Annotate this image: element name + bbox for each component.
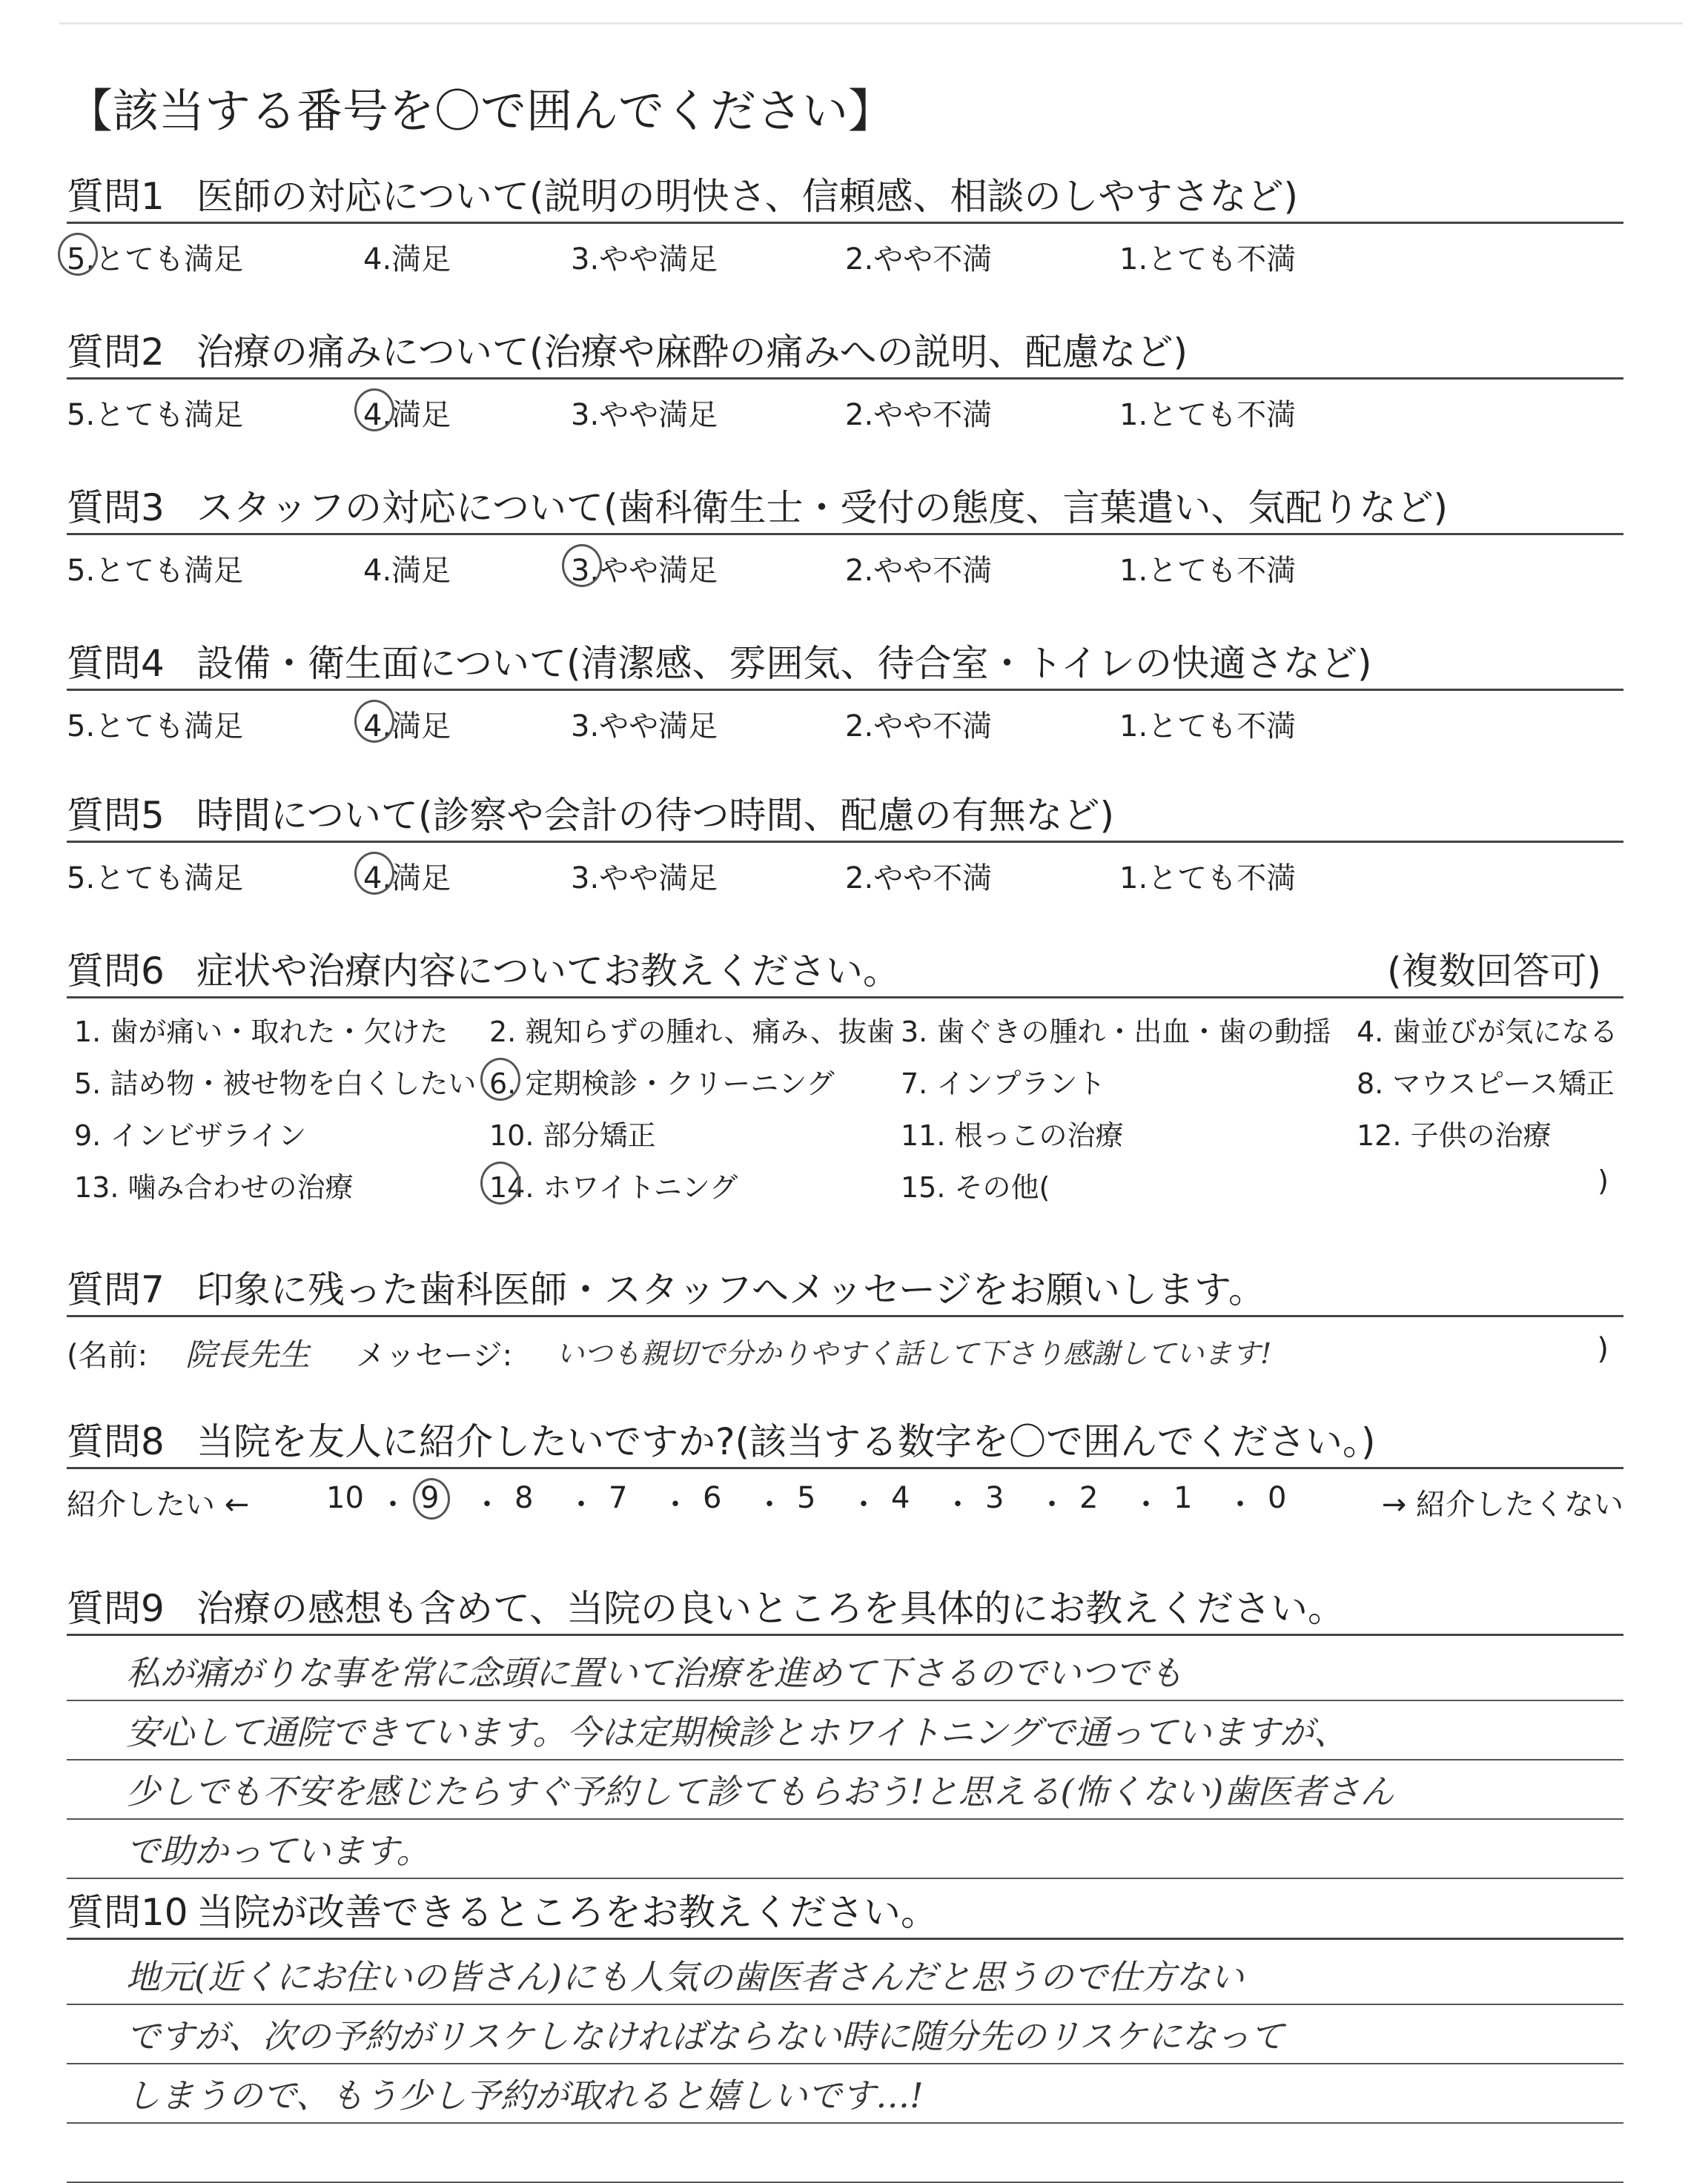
rating-option[interactable]: 5.とても満足 bbox=[67, 398, 244, 432]
question-text: スタッフの対応について(歯科衛生士・受付の態度、言葉遣い、気配りなど) bbox=[196, 486, 1449, 529]
scale-separator: ・ bbox=[1037, 1488, 1067, 1522]
rating-options bbox=[67, 547, 1623, 592]
question-number: 質問2 bbox=[67, 331, 165, 374]
rating-option[interactable]: 3.やや満足 bbox=[571, 861, 718, 895]
symptom-option[interactable]: 11. 根っこの治療 bbox=[901, 1119, 1124, 1152]
message-line bbox=[67, 1325, 1623, 1378]
recommend-score[interactable]: 2 bbox=[1079, 1481, 1099, 1515]
question-7 bbox=[67, 1260, 1623, 1378]
multiple-answer-note: (複数回答可) bbox=[1386, 950, 1601, 993]
symptom-option[interactable]: 12. 子供の治療 bbox=[1357, 1119, 1552, 1152]
answer-line: で助かっています。 bbox=[67, 1820, 1623, 1879]
question-rule bbox=[67, 1634, 1623, 1636]
recommend-score[interactable]: 3 bbox=[985, 1481, 1004, 1515]
recommend-score[interactable]: 1 bbox=[1174, 1481, 1193, 1515]
question-7-heading bbox=[67, 1260, 1623, 1309]
question-rule bbox=[67, 1938, 1623, 1940]
answer-line: 少しでも不安を感じたらすぐ予約して診てもらおう!と思える(怖くない)歯医者さん bbox=[67, 1760, 1623, 1820]
question-rule bbox=[67, 689, 1623, 691]
rating-option[interactable]: 2.やや不満 bbox=[845, 554, 993, 588]
question-number: 質問7 bbox=[67, 1268, 165, 1311]
question-text: 治療の感想も含めて、当院の良いところを具体的にお教えください。 bbox=[196, 1587, 1345, 1630]
question-4 bbox=[67, 634, 1623, 747]
answer-line: 私が痛がりな事を常に念頭に置いて治療を進めて下さるのでいつでも bbox=[67, 1642, 1623, 1701]
recommend-score[interactable]: 9 bbox=[420, 1481, 440, 1515]
scale-separator: ・ bbox=[1225, 1488, 1255, 1522]
question-number: 質問9 bbox=[67, 1587, 165, 1630]
rating-option[interactable]: 4.満足 bbox=[363, 554, 451, 588]
scale-separator: ・ bbox=[661, 1488, 690, 1522]
rating-option[interactable]: 1.とても不満 bbox=[1119, 709, 1297, 743]
question-text: 医師の対応について(説明の明快さ、信頼感、相談のしやすさなど) bbox=[196, 175, 1299, 218]
rating-option[interactable]: 2.やや不満 bbox=[845, 242, 993, 276]
recommend-score[interactable]: 4 bbox=[891, 1481, 910, 1515]
symptom-option[interactable]: 15. その他( bbox=[901, 1171, 1050, 1204]
question-5-heading bbox=[67, 786, 1623, 835]
question-rule bbox=[67, 377, 1623, 380]
rating-option[interactable]: 1.とても不満 bbox=[1119, 554, 1297, 588]
answer-lines[interactable] bbox=[67, 1642, 1623, 1879]
message-label: メッセージ: bbox=[356, 1339, 513, 1373]
symptom-option[interactable]: 3. 歯ぐきの腫れ・出血・歯の動揺 bbox=[901, 1016, 1331, 1048]
question-3 bbox=[67, 478, 1623, 592]
recommend-scale bbox=[67, 1481, 1623, 1528]
rating-option[interactable]: 2.やや不満 bbox=[845, 709, 993, 743]
answer-lines[interactable] bbox=[67, 1946, 1623, 2183]
question-text: 当院が改善できるところをお教えください。 bbox=[196, 1891, 938, 1934]
question-2 bbox=[67, 322, 1623, 436]
rating-option[interactable]: 2.やや不満 bbox=[845, 398, 993, 432]
answer-line: 地元(近くにお住いの皆さん)にも人気の歯医者さんだと思うので仕方ない bbox=[67, 1946, 1623, 2005]
symptom-option[interactable]: 14. ホワイトニング bbox=[489, 1165, 738, 1205]
symptom-option[interactable]: 13. 噛み合わせの治療 bbox=[74, 1171, 354, 1204]
symptom-option[interactable]: 1. 歯が痛い・取れた・欠けた bbox=[74, 1016, 448, 1048]
question-number: 質問6 bbox=[67, 950, 165, 993]
question-number: 質問3 bbox=[67, 486, 165, 529]
symptom-option[interactable]: 7. インプラント bbox=[901, 1067, 1106, 1100]
answer-line: しまうので、もう少し予約が取れると嬉しいです…! bbox=[67, 2064, 1623, 2124]
rating-options bbox=[67, 391, 1623, 436]
answer-line: ですが、次の予約がリスケしなければならない時に随分先のリスケになって bbox=[67, 2005, 1623, 2064]
symptom-option[interactable]: 8. マウスピース矯正 bbox=[1357, 1067, 1615, 1100]
rating-option[interactable]: 5.とても満足 bbox=[67, 554, 244, 588]
rating-option[interactable]: 3.やや満足 bbox=[571, 547, 718, 589]
name-label: (名前: bbox=[67, 1339, 148, 1373]
scale-separator: ・ bbox=[849, 1488, 878, 1522]
question-rule bbox=[67, 1467, 1623, 1469]
scale-separator: ・ bbox=[755, 1488, 784, 1522]
recommend-score[interactable]: 0 bbox=[1268, 1481, 1287, 1515]
symptom-option[interactable]: 2. 親知らずの腫れ、痛み、抜歯 bbox=[489, 1016, 895, 1048]
rating-option[interactable]: 3.やや満足 bbox=[571, 709, 718, 743]
question-number: 質問10 bbox=[67, 1891, 188, 1934]
recommend-score[interactable]: 5 bbox=[797, 1481, 816, 1515]
rating-option[interactable]: 1.とても不満 bbox=[1119, 398, 1297, 432]
rating-options bbox=[67, 703, 1623, 747]
question-text: 治療の痛みについて(治療や麻酔の痛みへの説明、配慮など) bbox=[196, 331, 1188, 374]
rating-options bbox=[67, 236, 1623, 280]
question-2-heading bbox=[67, 322, 1623, 374]
recommend-score[interactable]: 6 bbox=[703, 1481, 722, 1515]
question-5 bbox=[67, 786, 1623, 899]
question-9-heading bbox=[67, 1579, 1623, 1628]
question-4-heading bbox=[67, 634, 1623, 683]
symptom-option[interactable]: 9. インビザライン bbox=[74, 1119, 307, 1152]
question-rule bbox=[67, 533, 1623, 535]
answer-line bbox=[67, 2124, 1623, 2183]
symptom-option[interactable]: 10. 部分矯正 bbox=[489, 1119, 656, 1152]
symptom-options bbox=[67, 1009, 1623, 1216]
question-text: 設備・衛生面について(清潔感、雰囲気、待合室・トイレの快適さなど) bbox=[196, 642, 1372, 685]
question-text: 症状や治療内容についてお教えください。 bbox=[196, 950, 900, 993]
rating-option[interactable]: 4.満足 bbox=[363, 242, 451, 276]
question-3-heading bbox=[67, 478, 1623, 527]
question-number: 質問1 bbox=[67, 175, 165, 218]
question-text: 時間について(診察や会計の待つ時間、配慮の有無など) bbox=[196, 794, 1115, 837]
recommend-score[interactable]: 10 bbox=[326, 1481, 364, 1515]
name-value[interactable]: 院長先生 bbox=[185, 1336, 311, 1373]
question-rule bbox=[67, 996, 1623, 998]
rating-option[interactable]: 4.満足 bbox=[363, 703, 451, 745]
question-number: 質問5 bbox=[67, 794, 165, 837]
symptom-option[interactable]: 5. 詰め物・被せ物を白くしたい bbox=[74, 1067, 477, 1100]
answer-line: 安心して通院できています。今は定期検診とホワイトニングで通っていますが、 bbox=[67, 1701, 1623, 1760]
top-rule bbox=[59, 22, 1683, 24]
recommend-score[interactable]: 7 bbox=[609, 1481, 628, 1515]
question-10-heading bbox=[67, 1883, 1623, 1932]
question-1 bbox=[67, 167, 1623, 280]
rating-option[interactable]: 2.やや不満 bbox=[845, 861, 993, 895]
other-close-paren: ) bbox=[1598, 1165, 1609, 1197]
rating-options bbox=[67, 855, 1623, 899]
scale-separator: ・ bbox=[566, 1488, 596, 1522]
message-value[interactable]: いつも親切で分かりやすく話して下さり感謝しています! bbox=[556, 1337, 1272, 1370]
question-8-heading bbox=[67, 1412, 1623, 1461]
question-number: 質問8 bbox=[67, 1420, 165, 1463]
scale-separator: ・ bbox=[1131, 1488, 1161, 1522]
rating-option[interactable]: 5.とても満足 bbox=[67, 236, 243, 278]
question-8 bbox=[67, 1412, 1623, 1528]
rating-option[interactable]: 4.満足 bbox=[363, 855, 451, 897]
rating-option[interactable]: 5.とても満足 bbox=[67, 709, 244, 743]
recommend-left-label: 紹介したい ← bbox=[67, 1488, 250, 1522]
rating-option[interactable]: 1.とても不満 bbox=[1119, 861, 1297, 895]
question-rule bbox=[67, 222, 1623, 224]
question-number: 質問4 bbox=[67, 642, 165, 685]
question-6-heading bbox=[67, 941, 1623, 993]
rating-option[interactable]: 4.満足 bbox=[363, 391, 451, 434]
question-9 bbox=[67, 1579, 1623, 1879]
scale-separator: ・ bbox=[943, 1488, 973, 1522]
question-10 bbox=[67, 1883, 1623, 2183]
scale-separator: ・ bbox=[472, 1488, 502, 1522]
form-title: 【該当する番号を〇で囲んでください】 bbox=[67, 84, 895, 138]
question-rule bbox=[67, 841, 1623, 843]
question-text: 印象に残った歯科医師・スタッフへメッセージをお願いします。 bbox=[196, 1268, 1265, 1311]
question-text: 当院を友人に紹介したいですか?(該当する数字を〇で囲んでください。) bbox=[196, 1420, 1376, 1463]
rating-option[interactable]: 3.やや満足 bbox=[571, 242, 718, 276]
recommend-right-label: → 紹介したくない bbox=[1381, 1488, 1623, 1522]
question-rule bbox=[67, 1315, 1623, 1317]
symptom-option[interactable]: 6. 定期検診・クリーニング bbox=[489, 1061, 835, 1102]
symptom-option[interactable]: 4. 歯並びが気になる bbox=[1357, 1016, 1618, 1048]
rating-option[interactable]: 5.とても満足 bbox=[67, 861, 244, 895]
question-1-heading bbox=[67, 167, 1623, 216]
scale-separator: ・ bbox=[378, 1488, 408, 1522]
question-6 bbox=[67, 941, 1623, 1216]
rating-option[interactable]: 3.やや満足 bbox=[571, 398, 718, 432]
recommend-score[interactable]: 8 bbox=[514, 1481, 534, 1515]
rating-option[interactable]: 1.とても不満 bbox=[1119, 242, 1297, 276]
message-close-paren: ) bbox=[1597, 1332, 1609, 1366]
